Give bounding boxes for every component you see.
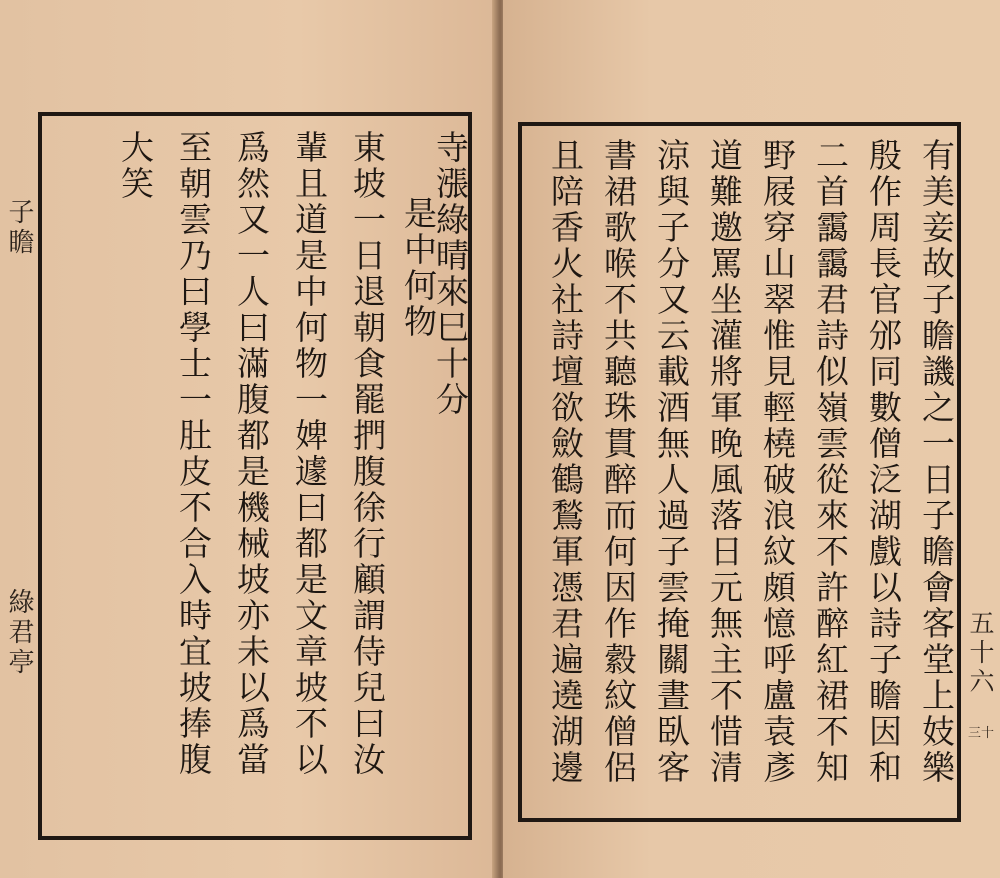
- text-column: 寺漲綠晴來巳十分: [431, 130, 470, 418]
- text-column: 有美妾故子瞻譏之一日子瞻會客堂上妓樂: [917, 138, 956, 786]
- text-column: 爲然又一人曰滿腹都是機械坡亦未以爲當: [232, 130, 271, 778]
- text-column: 大笑: [116, 130, 155, 202]
- left-page: [0, 0, 497, 878]
- margin-title: 子瞻: [4, 198, 34, 258]
- text-column: 書裙歌喉不共聽珠貫醉而何因作縠紋僧侶: [599, 138, 638, 786]
- text-column: 殷作周長官邠同數僧泛湖戲以詩子瞻因和: [864, 138, 903, 786]
- text-column: 至朝雲乃曰學士一肚皮不合入時宜坡捧腹: [174, 130, 213, 778]
- folio-mark: 三十: [968, 726, 995, 741]
- margin-publisher: 綠君亭: [4, 588, 34, 678]
- text-column: 二首靄靄君詩似嶺雲從來不許醉紅裙不知: [811, 138, 850, 786]
- text-column: 是中何物: [399, 196, 438, 340]
- text-column: 野屐穿山翠惟見輕橈破浪紋頗憶呼盧袁彥: [758, 138, 797, 786]
- text-column: 輩且道是中何物一婢遽曰都是文章坡不以: [290, 130, 329, 778]
- right-text-frame: [518, 122, 961, 822]
- text-column: 道難邀罵坐灌將軍晚風落日元無主不惜清: [705, 138, 744, 786]
- text-column: 且陪香火社詩壇欲斂鶴鶖軍憑君遍遶湖邊: [546, 138, 585, 786]
- text-column: 涼與子分又云載酒無人過子雲掩關晝臥客: [652, 138, 691, 786]
- text-column: 東坡一日退朝食罷捫腹徐行顧謂侍兒曰汝: [348, 130, 387, 778]
- page-number: 五十六: [966, 610, 995, 697]
- left-text-frame: [38, 112, 472, 840]
